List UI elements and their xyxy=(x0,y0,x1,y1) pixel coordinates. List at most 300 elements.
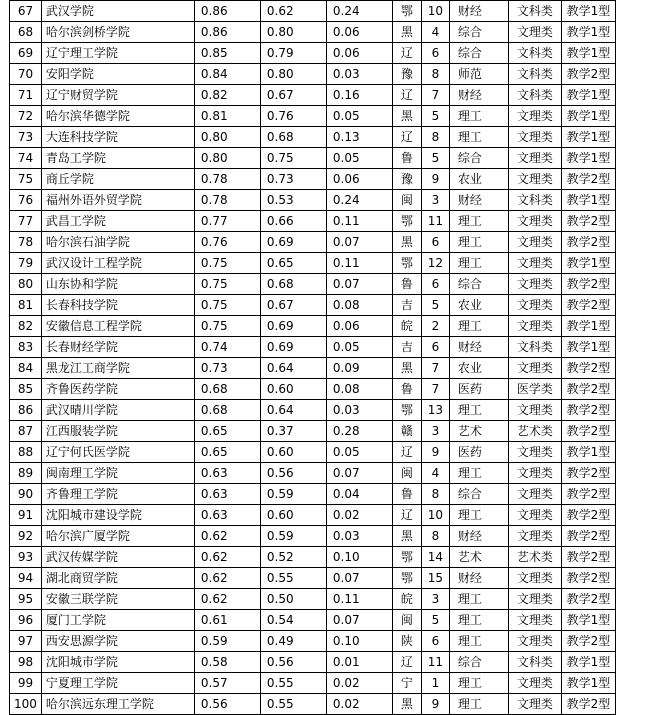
province-rank-cell: 4 xyxy=(421,463,449,484)
score-b-cell: 0.10 xyxy=(326,547,392,568)
score-b-cell: 0.02 xyxy=(326,505,392,526)
university-name-cell: 长春财经学院 xyxy=(41,337,194,358)
model-cell: 教学2型 xyxy=(561,379,615,400)
type-cell: 综合 xyxy=(449,484,508,505)
university-name-cell: 闽南理工学院 xyxy=(41,463,194,484)
province-cell: 辽 xyxy=(392,442,421,463)
rank-cell: 71 xyxy=(10,85,42,106)
province-rank-cell: 2 xyxy=(421,316,449,337)
type-cell: 理工 xyxy=(449,463,508,484)
type-cell: 艺术 xyxy=(449,421,508,442)
category-cell: 文科类 xyxy=(508,64,561,85)
table-row xyxy=(10,526,616,547)
table-row xyxy=(10,22,616,43)
province-cell: 豫 xyxy=(392,64,421,85)
score-cell: 0.75 xyxy=(194,274,260,295)
university-name-cell: 齐鲁医药学院 xyxy=(41,379,194,400)
rank-cell: 90 xyxy=(10,484,42,505)
province-rank-cell: 7 xyxy=(421,358,449,379)
ranking-table xyxy=(9,0,616,715)
category-cell: 艺术类 xyxy=(508,547,561,568)
province-rank-cell: 8 xyxy=(421,484,449,505)
table-row xyxy=(10,442,616,463)
table-row xyxy=(10,127,616,148)
type-cell: 艺术 xyxy=(449,547,508,568)
province-rank-cell: 7 xyxy=(421,379,449,400)
province-cell: 黑 xyxy=(392,232,421,253)
score-b-cell: 0.06 xyxy=(326,316,392,337)
score-a-cell: 0.52 xyxy=(260,547,326,568)
type-cell: 理工 xyxy=(449,673,508,694)
province-cell: 鄂 xyxy=(392,253,421,274)
category-cell: 文理类 xyxy=(508,526,561,547)
model-cell: 教学2型 xyxy=(561,589,615,610)
score-b-cell: 0.07 xyxy=(326,232,392,253)
score-cell: 0.65 xyxy=(194,442,260,463)
category-cell: 文理类 xyxy=(508,253,561,274)
model-cell: 教学2型 xyxy=(561,631,615,652)
rank-cell: 84 xyxy=(10,358,42,379)
score-a-cell: 0.54 xyxy=(260,610,326,631)
model-cell: 教学1型 xyxy=(561,337,615,358)
model-cell: 教学1型 xyxy=(561,316,615,337)
type-cell: 医药 xyxy=(449,442,508,463)
university-name-cell: 西安思源学院 xyxy=(41,631,194,652)
table-row xyxy=(10,106,616,127)
score-a-cell: 0.62 xyxy=(260,1,326,22)
model-cell: 教学2型 xyxy=(561,694,615,715)
province-cell: 鲁 xyxy=(392,484,421,505)
score-cell: 0.82 xyxy=(194,85,260,106)
score-a-cell: 0.59 xyxy=(260,526,326,547)
university-name-cell: 黑龙江工商学院 xyxy=(41,358,194,379)
table-row xyxy=(10,631,616,652)
model-cell: 教学1型 xyxy=(561,43,615,64)
rank-cell: 87 xyxy=(10,421,42,442)
university-name-cell: 辽宁理工学院 xyxy=(41,43,194,64)
score-cell: 0.76 xyxy=(194,232,260,253)
university-name-cell: 武昌工学院 xyxy=(41,211,194,232)
table-row xyxy=(10,85,616,106)
score-a-cell: 0.60 xyxy=(260,379,326,400)
model-cell: 教学2型 xyxy=(561,484,615,505)
type-cell: 综合 xyxy=(449,274,508,295)
category-cell: 文理类 xyxy=(508,631,561,652)
score-a-cell: 0.67 xyxy=(260,85,326,106)
university-name-cell: 武汉晴川学院 xyxy=(41,400,194,421)
rank-cell: 79 xyxy=(10,253,42,274)
province-cell: 黑 xyxy=(392,526,421,547)
province-cell: 闽 xyxy=(392,610,421,631)
score-b-cell: 0.07 xyxy=(326,463,392,484)
model-cell: 教学2型 xyxy=(561,232,615,253)
province-cell: 吉 xyxy=(392,337,421,358)
university-name-cell: 辽宁财贸学院 xyxy=(41,85,194,106)
model-cell: 教学2型 xyxy=(561,526,615,547)
university-name-cell: 安阳学院 xyxy=(41,64,194,85)
province-rank-cell: 4 xyxy=(421,22,449,43)
score-a-cell: 0.60 xyxy=(260,442,326,463)
province-rank-cell: 6 xyxy=(421,631,449,652)
province-rank-cell: 9 xyxy=(421,169,449,190)
score-b-cell: 0.03 xyxy=(326,526,392,547)
score-a-cell: 0.69 xyxy=(260,232,326,253)
province-rank-cell: 3 xyxy=(421,190,449,211)
category-cell: 文理类 xyxy=(508,211,561,232)
category-cell: 文理类 xyxy=(508,232,561,253)
table-row xyxy=(10,253,616,274)
score-b-cell: 0.06 xyxy=(326,22,392,43)
university-name-cell: 沈阳城市学院 xyxy=(41,652,194,673)
type-cell: 理工 xyxy=(449,253,508,274)
table-row xyxy=(10,316,616,337)
university-name-cell: 哈尔滨石油学院 xyxy=(41,232,194,253)
rank-cell: 75 xyxy=(10,169,42,190)
score-b-cell: 0.05 xyxy=(326,442,392,463)
rank-cell: 83 xyxy=(10,337,42,358)
province-cell: 鲁 xyxy=(392,379,421,400)
score-a-cell: 0.53 xyxy=(260,190,326,211)
university-name-cell: 长春科技学院 xyxy=(41,295,194,316)
score-b-cell: 0.08 xyxy=(326,295,392,316)
category-cell: 文理类 xyxy=(508,22,561,43)
score-a-cell: 0.65 xyxy=(260,253,326,274)
university-name-cell: 武汉传媒学院 xyxy=(41,547,194,568)
type-cell: 综合 xyxy=(449,148,508,169)
rank-cell: 70 xyxy=(10,64,42,85)
type-cell: 医药 xyxy=(449,379,508,400)
table-row xyxy=(10,400,616,421)
table-row xyxy=(10,190,616,211)
rank-cell: 95 xyxy=(10,589,42,610)
table-row xyxy=(10,274,616,295)
category-cell: 文理类 xyxy=(508,106,561,127)
score-cell: 0.68 xyxy=(194,400,260,421)
model-cell: 教学2型 xyxy=(561,64,615,85)
category-cell: 文理类 xyxy=(508,400,561,421)
province-cell: 豫 xyxy=(392,169,421,190)
model-cell: 教学2型 xyxy=(561,421,615,442)
score-cell: 0.75 xyxy=(194,295,260,316)
university-name-cell: 山东协和学院 xyxy=(41,274,194,295)
rank-cell: 96 xyxy=(10,610,42,631)
province-cell: 鄂 xyxy=(392,568,421,589)
score-cell: 0.65 xyxy=(194,421,260,442)
rank-cell: 81 xyxy=(10,295,42,316)
score-cell: 0.84 xyxy=(194,64,260,85)
score-b-cell: 0.07 xyxy=(326,568,392,589)
table-row xyxy=(10,337,616,358)
province-rank-cell: 13 xyxy=(421,400,449,421)
type-cell: 农业 xyxy=(449,295,508,316)
rank-cell: 74 xyxy=(10,148,42,169)
score-cell: 0.86 xyxy=(194,22,260,43)
score-a-cell: 0.75 xyxy=(260,148,326,169)
category-cell: 文理类 xyxy=(508,463,561,484)
type-cell: 理工 xyxy=(449,232,508,253)
table-row xyxy=(10,295,616,316)
model-cell: 教学2型 xyxy=(561,295,615,316)
category-cell: 文理类 xyxy=(508,127,561,148)
province-rank-cell: 5 xyxy=(421,295,449,316)
university-name-cell: 哈尔滨广厦学院 xyxy=(41,526,194,547)
score-a-cell: 0.79 xyxy=(260,43,326,64)
score-cell: 0.58 xyxy=(194,652,260,673)
university-name-cell: 沈阳城市建设学院 xyxy=(41,505,194,526)
rank-cell: 69 xyxy=(10,43,42,64)
university-name-cell: 安徽三联学院 xyxy=(41,589,194,610)
table-row xyxy=(10,673,616,694)
score-cell: 0.61 xyxy=(194,610,260,631)
score-cell: 0.62 xyxy=(194,589,260,610)
model-cell: 教学1型 xyxy=(561,148,615,169)
province-rank-cell: 3 xyxy=(421,421,449,442)
province-rank-cell: 3 xyxy=(421,589,449,610)
score-b-cell: 0.05 xyxy=(326,106,392,127)
category-cell: 文理类 xyxy=(508,484,561,505)
category-cell: 文科类 xyxy=(508,43,561,64)
province-cell: 鄂 xyxy=(392,547,421,568)
score-b-cell: 0.02 xyxy=(326,694,392,715)
rank-cell: 98 xyxy=(10,652,42,673)
score-b-cell: 0.09 xyxy=(326,358,392,379)
province-cell: 吉 xyxy=(392,295,421,316)
type-cell: 综合 xyxy=(449,22,508,43)
province-cell: 鲁 xyxy=(392,274,421,295)
province-rank-cell: 6 xyxy=(421,232,449,253)
score-b-cell: 0.24 xyxy=(326,190,392,211)
score-b-cell: 0.03 xyxy=(326,64,392,85)
rank-cell: 67 xyxy=(10,1,42,22)
score-b-cell: 0.11 xyxy=(326,589,392,610)
province-rank-cell: 6 xyxy=(421,274,449,295)
score-cell: 0.73 xyxy=(194,358,260,379)
score-cell: 0.80 xyxy=(194,127,260,148)
category-cell: 文理类 xyxy=(508,274,561,295)
rank-cell: 80 xyxy=(10,274,42,295)
province-cell: 黑 xyxy=(392,106,421,127)
rank-cell: 93 xyxy=(10,547,42,568)
model-cell: 教学1型 xyxy=(561,610,615,631)
table-row xyxy=(10,379,616,400)
score-a-cell: 0.69 xyxy=(260,337,326,358)
category-cell: 文理类 xyxy=(508,316,561,337)
table-row xyxy=(10,1,616,22)
rank-cell: 76 xyxy=(10,190,42,211)
score-a-cell: 0.55 xyxy=(260,673,326,694)
university-name-cell: 武汉学院 xyxy=(41,1,194,22)
model-cell: 教学1型 xyxy=(561,85,615,106)
category-cell: 文理类 xyxy=(508,673,561,694)
rank-cell: 92 xyxy=(10,526,42,547)
rank-cell: 73 xyxy=(10,127,42,148)
score-a-cell: 0.80 xyxy=(260,22,326,43)
category-cell: 文科类 xyxy=(508,652,561,673)
category-cell: 文理类 xyxy=(508,589,561,610)
score-a-cell: 0.49 xyxy=(260,631,326,652)
score-cell: 0.86 xyxy=(194,1,260,22)
province-rank-cell: 5 xyxy=(421,610,449,631)
table-row xyxy=(10,169,616,190)
score-cell: 0.62 xyxy=(194,547,260,568)
score-b-cell: 0.24 xyxy=(326,1,392,22)
province-cell: 鄂 xyxy=(392,400,421,421)
type-cell: 理工 xyxy=(449,505,508,526)
province-rank-cell: 10 xyxy=(421,1,449,22)
type-cell: 理工 xyxy=(449,127,508,148)
rank-cell: 100 xyxy=(10,694,42,715)
type-cell: 财经 xyxy=(449,568,508,589)
model-cell: 教学2型 xyxy=(561,505,615,526)
table-row xyxy=(10,463,616,484)
score-cell: 0.56 xyxy=(194,694,260,715)
model-cell: 教学1型 xyxy=(561,652,615,673)
province-cell: 鄂 xyxy=(392,1,421,22)
type-cell: 师范 xyxy=(449,64,508,85)
score-b-cell: 0.03 xyxy=(326,400,392,421)
score-b-cell: 0.05 xyxy=(326,337,392,358)
model-cell: 教学1型 xyxy=(561,127,615,148)
score-b-cell: 0.11 xyxy=(326,253,392,274)
model-cell: 教学2型 xyxy=(561,169,615,190)
type-cell: 理工 xyxy=(449,631,508,652)
model-cell: 教学2型 xyxy=(561,547,615,568)
type-cell: 理工 xyxy=(449,400,508,421)
score-b-cell: 0.06 xyxy=(326,169,392,190)
province-cell: 辽 xyxy=(392,505,421,526)
province-rank-cell: 7 xyxy=(421,85,449,106)
university-name-cell: 武汉设计工程学院 xyxy=(41,253,194,274)
province-cell: 辽 xyxy=(392,127,421,148)
score-a-cell: 0.68 xyxy=(260,274,326,295)
type-cell: 农业 xyxy=(449,358,508,379)
province-rank-cell: 8 xyxy=(421,127,449,148)
category-cell: 文理类 xyxy=(508,610,561,631)
score-cell: 0.85 xyxy=(194,43,260,64)
rank-cell: 72 xyxy=(10,106,42,127)
category-cell: 文科类 xyxy=(508,337,561,358)
type-cell: 综合 xyxy=(449,652,508,673)
province-rank-cell: 15 xyxy=(421,568,449,589)
score-a-cell: 0.66 xyxy=(260,211,326,232)
table-row xyxy=(10,505,616,526)
province-cell: 黑 xyxy=(392,22,421,43)
table-row xyxy=(10,211,616,232)
score-cell: 0.63 xyxy=(194,484,260,505)
model-cell: 教学1型 xyxy=(561,22,615,43)
score-cell: 0.63 xyxy=(194,463,260,484)
score-b-cell: 0.16 xyxy=(326,85,392,106)
type-cell: 理工 xyxy=(449,694,508,715)
province-cell: 宁 xyxy=(392,673,421,694)
score-a-cell: 0.55 xyxy=(260,568,326,589)
table-row xyxy=(10,694,616,715)
model-cell: 教学1型 xyxy=(561,442,615,463)
province-rank-cell: 12 xyxy=(421,253,449,274)
category-cell: 文理类 xyxy=(508,568,561,589)
university-name-cell: 青岛工学院 xyxy=(41,148,194,169)
score-cell: 0.59 xyxy=(194,631,260,652)
score-cell: 0.81 xyxy=(194,106,260,127)
rank-cell: 89 xyxy=(10,463,42,484)
model-cell: 教学1型 xyxy=(561,253,615,274)
category-cell: 文理类 xyxy=(508,694,561,715)
category-cell: 文理类 xyxy=(508,505,561,526)
category-cell: 文理类 xyxy=(508,442,561,463)
score-cell: 0.78 xyxy=(194,190,260,211)
table-row xyxy=(10,610,616,631)
model-cell: 教学1型 xyxy=(561,190,615,211)
score-a-cell: 0.68 xyxy=(260,127,326,148)
rank-cell: 78 xyxy=(10,232,42,253)
province-rank-cell: 6 xyxy=(421,43,449,64)
category-cell: 医学类 xyxy=(508,379,561,400)
score-a-cell: 0.59 xyxy=(260,484,326,505)
score-a-cell: 0.73 xyxy=(260,169,326,190)
category-cell: 文理类 xyxy=(508,295,561,316)
model-cell: 教学1型 xyxy=(561,673,615,694)
model-cell: 教学2型 xyxy=(561,568,615,589)
score-cell: 0.74 xyxy=(194,337,260,358)
score-b-cell: 0.11 xyxy=(326,211,392,232)
type-cell: 理工 xyxy=(449,106,508,127)
province-cell: 闽 xyxy=(392,463,421,484)
score-b-cell: 0.01 xyxy=(326,652,392,673)
rank-cell: 99 xyxy=(10,673,42,694)
table-row xyxy=(10,148,616,169)
table-row xyxy=(10,43,616,64)
rank-cell: 88 xyxy=(10,442,42,463)
score-a-cell: 0.60 xyxy=(260,505,326,526)
province-cell: 赣 xyxy=(392,421,421,442)
score-b-cell: 0.05 xyxy=(326,148,392,169)
score-a-cell: 0.80 xyxy=(260,64,326,85)
score-cell: 0.77 xyxy=(194,211,260,232)
province-rank-cell: 10 xyxy=(421,505,449,526)
score-cell: 0.63 xyxy=(194,505,260,526)
university-name-cell: 齐鲁理工学院 xyxy=(41,484,194,505)
score-b-cell: 0.08 xyxy=(326,379,392,400)
score-cell: 0.78 xyxy=(194,169,260,190)
university-name-cell: 湖北商贸学院 xyxy=(41,568,194,589)
university-name-cell: 福州外语外贸学院 xyxy=(41,190,194,211)
university-name-cell: 宁夏理工学院 xyxy=(41,673,194,694)
score-b-cell: 0.07 xyxy=(326,610,392,631)
province-rank-cell: 5 xyxy=(421,148,449,169)
score-cell: 0.57 xyxy=(194,673,260,694)
province-cell: 黑 xyxy=(392,358,421,379)
university-name-cell: 厦门工学院 xyxy=(41,610,194,631)
category-cell: 文理类 xyxy=(508,148,561,169)
score-cell: 0.62 xyxy=(194,526,260,547)
model-cell: 教学2型 xyxy=(561,400,615,421)
university-name-cell: 辽宁何氏医学院 xyxy=(41,442,194,463)
score-a-cell: 0.56 xyxy=(260,463,326,484)
university-name-cell: 江西服装学院 xyxy=(41,421,194,442)
type-cell: 财经 xyxy=(449,1,508,22)
rank-cell: 91 xyxy=(10,505,42,526)
type-cell: 农业 xyxy=(449,169,508,190)
province-rank-cell: 6 xyxy=(421,337,449,358)
score-b-cell: 0.28 xyxy=(326,421,392,442)
score-cell: 0.62 xyxy=(194,568,260,589)
table-row xyxy=(10,589,616,610)
province-cell: 辽 xyxy=(392,43,421,64)
university-name-cell: 哈尔滨远东理工学院 xyxy=(41,694,194,715)
model-cell: 教学1型 xyxy=(561,106,615,127)
model-cell: 教学2型 xyxy=(561,211,615,232)
score-b-cell: 0.07 xyxy=(326,274,392,295)
